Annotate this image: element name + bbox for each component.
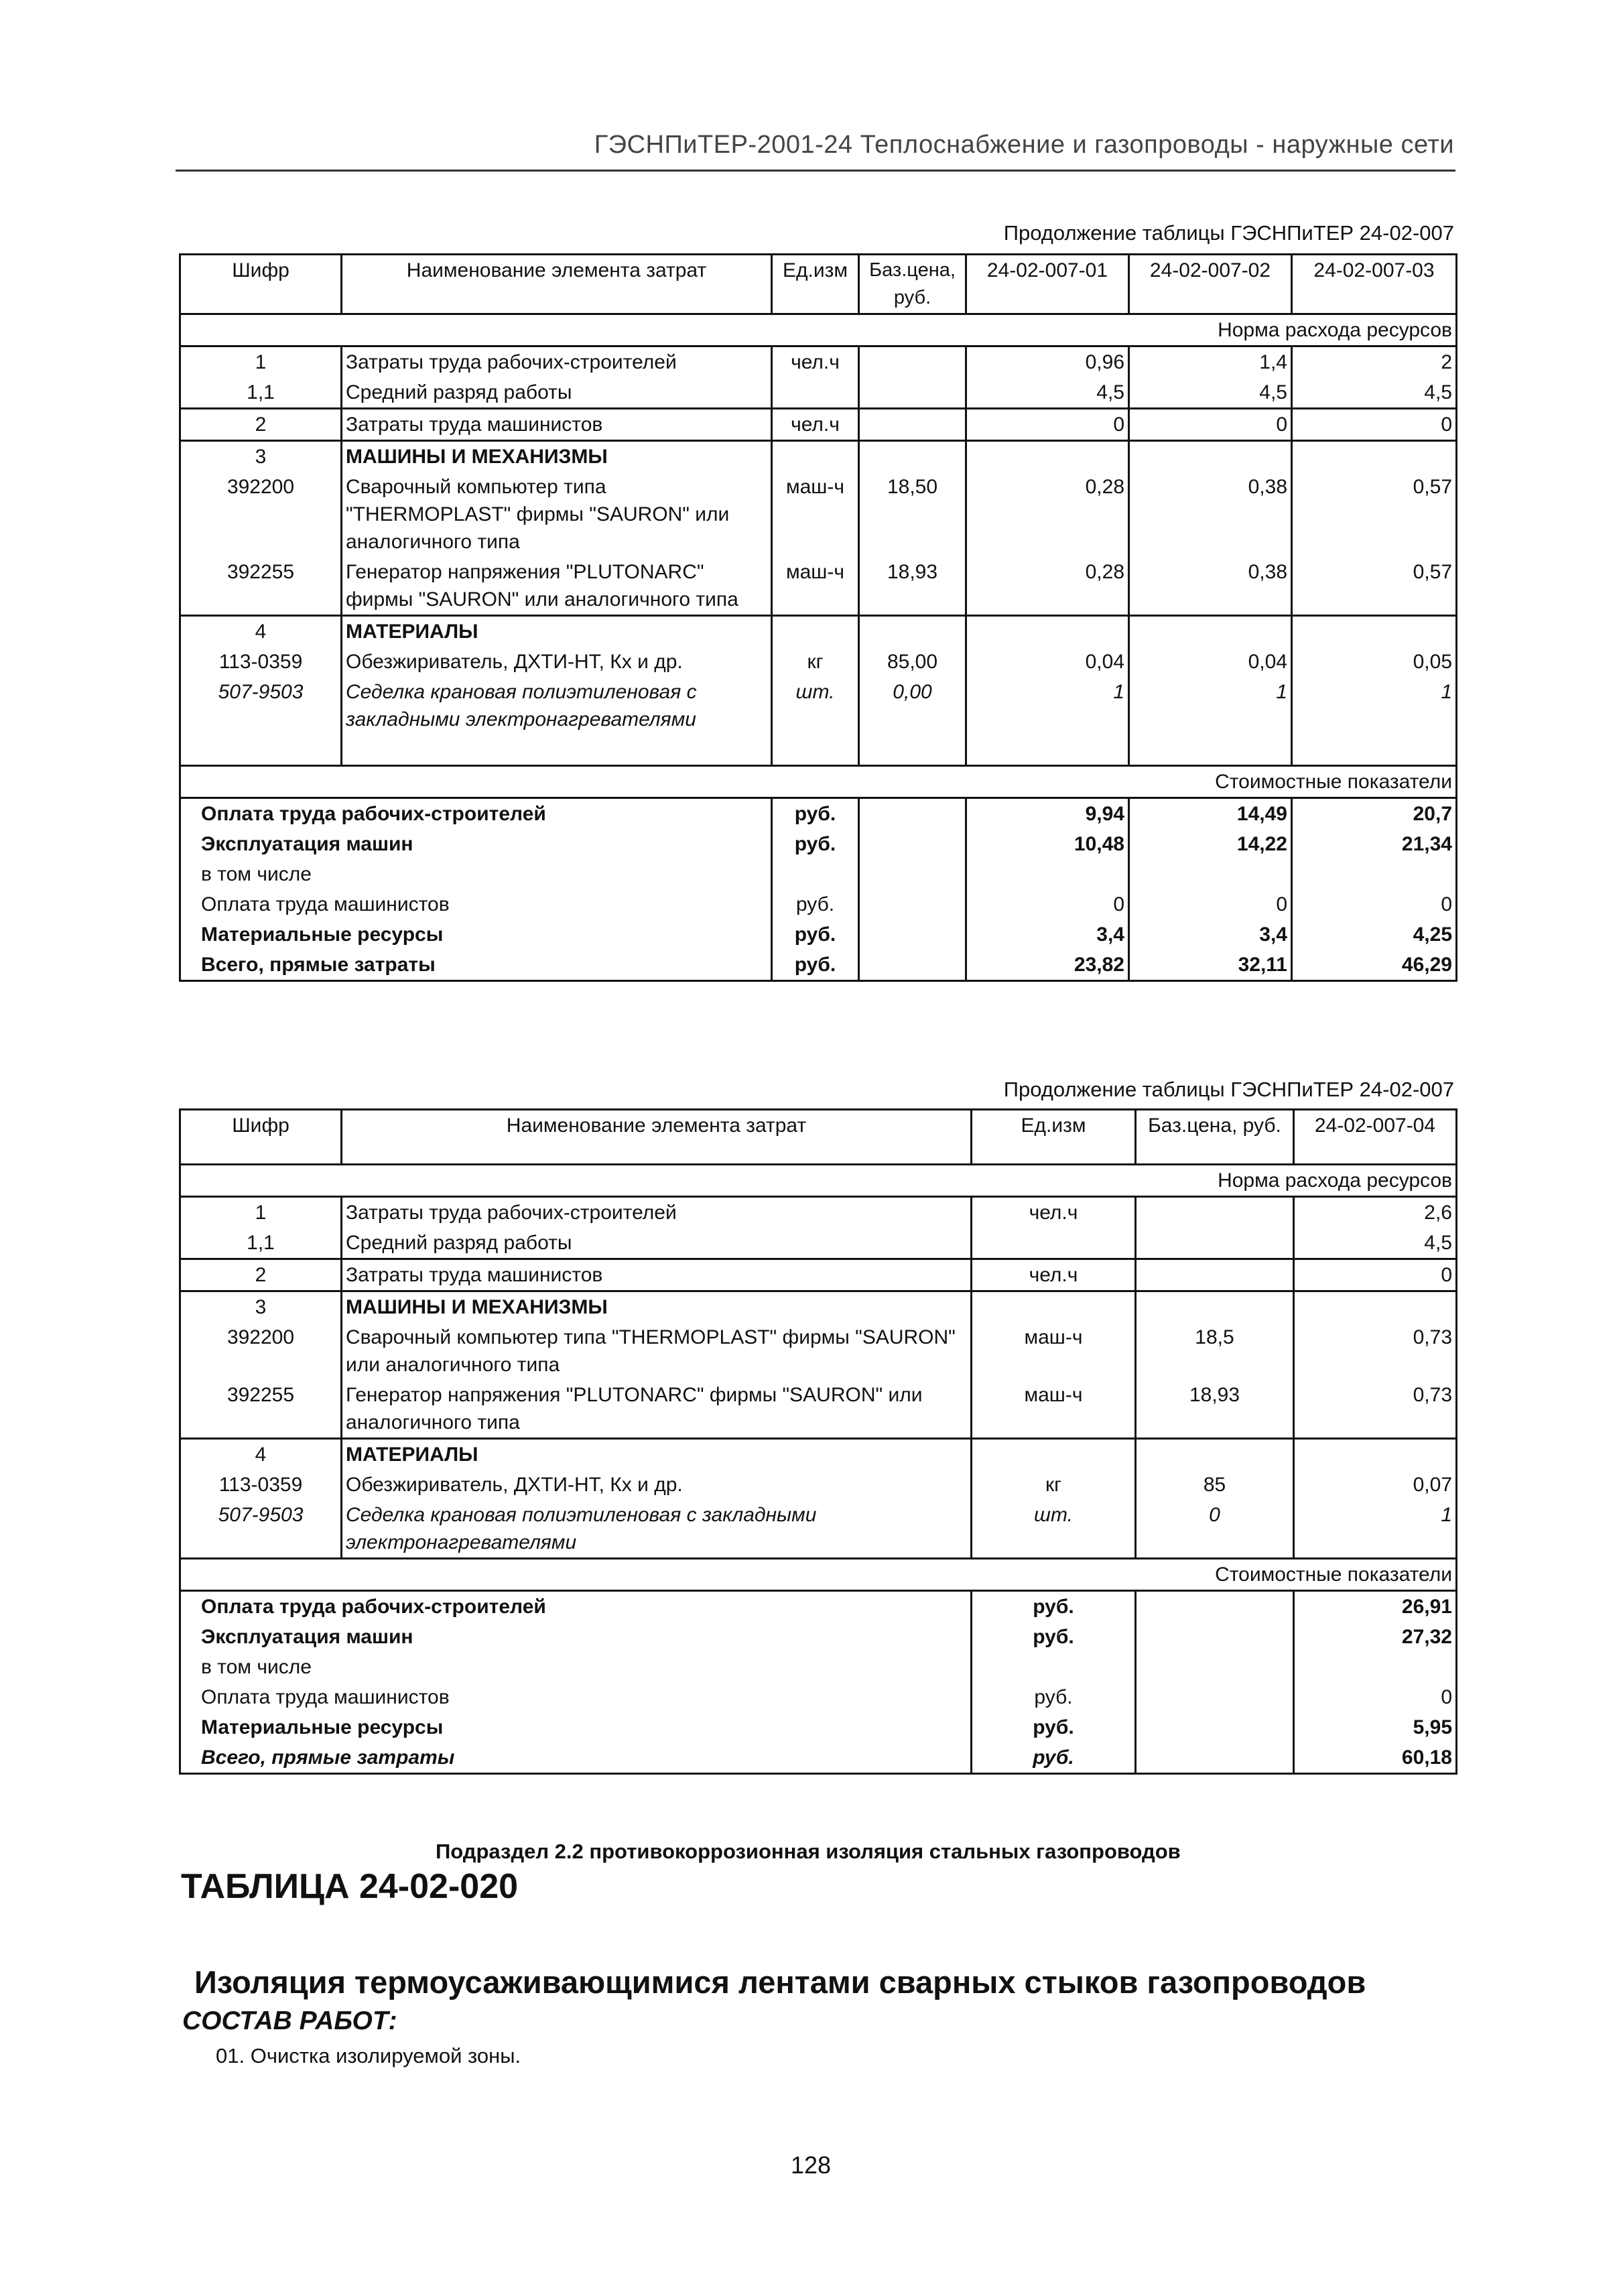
table-row bbox=[180, 1322, 1457, 1380]
price-cell bbox=[859, 859, 966, 889]
code-cell: 2 bbox=[180, 1259, 342, 1291]
value-cell: 2 bbox=[1292, 346, 1457, 378]
unit-cell: руб. bbox=[772, 889, 859, 919]
table1-caption: Продолжение таблицы ГЭСНПиТЕР 24-02-007 bbox=[1003, 221, 1454, 245]
value-cell: 14,49 bbox=[1129, 798, 1292, 829]
column-header: Баз.цена, руб. bbox=[859, 255, 966, 314]
unit-cell: руб. bbox=[972, 1712, 1136, 1742]
name-cell: Генератор напряжения "PLUTONARC" фирмы "SAURON" или аналогичного типа bbox=[342, 1380, 972, 1439]
table-row bbox=[180, 409, 1457, 441]
value-cell: 0 bbox=[1294, 1682, 1457, 1712]
value-cell: 0 bbox=[966, 889, 1129, 919]
name-cell: Средний разряд работы bbox=[342, 377, 772, 409]
cost-row bbox=[180, 859, 1457, 889]
unit-cell: кг bbox=[772, 647, 859, 677]
price-cell: 0,00 bbox=[859, 677, 966, 765]
cost-row bbox=[180, 1682, 1457, 1712]
cost-row bbox=[180, 950, 1457, 981]
value-cell: 46,29 bbox=[1292, 950, 1457, 981]
value-cell bbox=[966, 441, 1129, 472]
value-cell: 4,5 bbox=[1129, 377, 1292, 409]
price-cell bbox=[859, 829, 966, 859]
value-cell bbox=[966, 616, 1129, 647]
name-cell: Затраты труда машинистов bbox=[342, 1259, 972, 1291]
unit-cell: кг bbox=[972, 1470, 1136, 1500]
cost-row bbox=[180, 798, 1457, 829]
price-cell: 18,50 bbox=[859, 472, 966, 557]
table-row bbox=[180, 1259, 1457, 1291]
value-cell: 0 bbox=[1129, 409, 1292, 441]
code-cell: 392255 bbox=[180, 557, 342, 616]
name-cell: Затраты труда рабочих-строителей bbox=[342, 1197, 972, 1228]
value-cell: 0,96 bbox=[966, 346, 1129, 378]
norm-band-label: Норма расхода ресурсов bbox=[180, 1165, 1457, 1197]
cost-label: Эксплуатация машин bbox=[180, 1622, 972, 1652]
cost-band-label: Стоимостные показатели bbox=[180, 1559, 1457, 1591]
unit-cell: руб. bbox=[972, 1742, 1136, 1774]
price-cell: 18,93 bbox=[859, 557, 966, 616]
cost-label: Эксплуатация машин bbox=[180, 829, 772, 859]
price-cell: 18,5 bbox=[1136, 1322, 1294, 1380]
cost-row bbox=[180, 889, 1457, 919]
unit-cell: шт. bbox=[772, 677, 859, 765]
value-cell: 0,38 bbox=[1129, 472, 1292, 557]
unit-cell: чел.ч bbox=[972, 1259, 1136, 1291]
code-cell: 1 bbox=[180, 346, 342, 378]
code-cell: 113-0359 bbox=[180, 1470, 342, 1500]
unit-cell: руб. bbox=[972, 1622, 1136, 1652]
name-cell: Обезжириватель, ДХТИ-НТ, Кх и др. bbox=[342, 1470, 972, 1500]
price-cell bbox=[859, 441, 966, 472]
cost-band-label: Стоимостные показатели bbox=[180, 765, 1457, 798]
code-cell: 507-9503 bbox=[180, 677, 342, 765]
name-cell: МАТЕРИАЛЫ bbox=[342, 1439, 972, 1470]
table-row bbox=[180, 1380, 1457, 1439]
value-cell: 21,34 bbox=[1292, 829, 1457, 859]
value-cell: 0,28 bbox=[966, 557, 1129, 616]
price-cell: 85,00 bbox=[859, 647, 966, 677]
price-cell bbox=[859, 919, 966, 950]
name-cell: Сварочный компьютер типа "THERMOPLAST" фирмы "SAURON" или аналогичного типа bbox=[342, 1322, 972, 1380]
cost-label: Всего, прямые затраты bbox=[180, 950, 772, 981]
name-cell: Затраты труда машинистов bbox=[342, 409, 772, 441]
value-cell: 2,6 bbox=[1294, 1197, 1457, 1228]
price-cell bbox=[859, 377, 966, 409]
unit-cell bbox=[772, 859, 859, 889]
value-cell: 4,5 bbox=[1294, 1228, 1457, 1259]
value-cell bbox=[1292, 859, 1457, 889]
value-cell bbox=[1292, 441, 1457, 472]
price-cell bbox=[859, 346, 966, 378]
value-cell: 0,04 bbox=[966, 647, 1129, 677]
price-cell bbox=[1136, 1712, 1294, 1742]
table-row bbox=[180, 472, 1457, 557]
value-cell: 0,57 bbox=[1292, 472, 1457, 557]
value-cell: 32,11 bbox=[1129, 950, 1292, 981]
code-cell: 3 bbox=[180, 441, 342, 472]
table-title: ТАБЛИЦА 24-02-020 bbox=[181, 1867, 519, 1906]
value-cell: 1 bbox=[966, 677, 1129, 765]
value-cell: 0,73 bbox=[1294, 1380, 1457, 1439]
price-cell bbox=[1136, 1228, 1294, 1259]
cost-row bbox=[180, 829, 1457, 859]
cost-label: Оплата труда рабочих-строителей bbox=[180, 798, 772, 829]
unit-cell: маш-ч bbox=[772, 472, 859, 557]
table-row bbox=[180, 1500, 1457, 1559]
value-cell: 20,7 bbox=[1292, 798, 1457, 829]
value-cell: 0 bbox=[1292, 889, 1457, 919]
table1-header-row bbox=[180, 255, 1457, 314]
value-cell: 1 bbox=[1129, 677, 1292, 765]
unit-cell bbox=[772, 616, 859, 647]
table-row bbox=[180, 1291, 1457, 1323]
unit-cell bbox=[972, 1439, 1136, 1470]
value-cell: 1 bbox=[1294, 1500, 1457, 1559]
table-row bbox=[180, 377, 1457, 409]
unit-cell bbox=[972, 1291, 1136, 1323]
cost-label: Всего, прямые затраты bbox=[180, 1742, 972, 1774]
column-header: Баз.цена, руб. bbox=[1136, 1110, 1294, 1165]
code-cell: 1,1 bbox=[180, 377, 342, 409]
value-cell: 0,05 bbox=[1292, 647, 1457, 677]
name-cell: Генератор напряжения "PLUTONARC" фирмы "SAURON" или аналогичного типа bbox=[342, 557, 772, 616]
value-cell: 1 bbox=[1292, 677, 1457, 765]
value-cell bbox=[1129, 616, 1292, 647]
price-cell bbox=[1136, 1197, 1294, 1228]
value-cell: 27,32 bbox=[1294, 1622, 1457, 1652]
table-row bbox=[180, 346, 1457, 378]
value-cell: 0,38 bbox=[1129, 557, 1292, 616]
price-cell: 18,93 bbox=[1136, 1380, 1294, 1439]
value-cell: 0,07 bbox=[1294, 1470, 1457, 1500]
value-cell: 0 bbox=[966, 409, 1129, 441]
norm-band-label: Норма расхода ресурсов bbox=[180, 314, 1457, 346]
price-cell bbox=[1136, 1682, 1294, 1712]
page-number: 128 bbox=[790, 2151, 832, 2179]
price-cell bbox=[859, 889, 966, 919]
table2-header-row bbox=[180, 1110, 1457, 1165]
value-cell bbox=[1129, 859, 1292, 889]
name-cell: Затраты труда рабочих-строителей bbox=[342, 346, 772, 378]
value-cell bbox=[1129, 441, 1292, 472]
work-item: 01. Очистка изолируемой зоны. bbox=[216, 2044, 521, 2067]
cost-label: Оплата труда машинистов bbox=[180, 889, 772, 919]
cost-row bbox=[180, 1622, 1457, 1652]
unit-cell: чел.ч bbox=[972, 1197, 1136, 1228]
value-cell: 4,5 bbox=[1292, 377, 1457, 409]
unit-cell: маш-ч bbox=[972, 1322, 1136, 1380]
value-cell bbox=[1294, 1652, 1457, 1682]
cost-band-row bbox=[180, 1559, 1457, 1591]
value-cell: 0,28 bbox=[966, 472, 1129, 557]
price-cell bbox=[1136, 1591, 1294, 1622]
subsection-title: Подраздел 2.2 противокоррозионная изоляция стальных газопроводов bbox=[436, 1840, 1181, 1863]
work-composition-title: СОСТАВ РАБОТ: bbox=[182, 2006, 397, 2035]
code-cell: 1,1 bbox=[180, 1228, 342, 1259]
table-row bbox=[180, 616, 1457, 647]
norm-band-row bbox=[180, 1165, 1457, 1197]
unit-cell bbox=[972, 1652, 1136, 1682]
name-cell: МАТЕРИАЛЫ bbox=[342, 616, 772, 647]
unit-cell: руб. bbox=[772, 950, 859, 981]
column-header: Ед.изм bbox=[772, 255, 859, 314]
code-cell: 4 bbox=[180, 616, 342, 647]
value-cell: 0 bbox=[1294, 1259, 1457, 1291]
name-cell: Средний разряд работы bbox=[342, 1228, 972, 1259]
code-cell: 392255 bbox=[180, 1380, 342, 1439]
code-cell: 1 bbox=[180, 1197, 342, 1228]
value-cell: 0,57 bbox=[1292, 557, 1457, 616]
table-row bbox=[180, 677, 1457, 765]
column-header: Наименование элемента затрат bbox=[342, 255, 772, 314]
value-cell bbox=[1292, 616, 1457, 647]
price-cell: 85 bbox=[1136, 1470, 1294, 1500]
column-header: Наименование элемента затрат bbox=[342, 1110, 972, 1165]
price-cell bbox=[859, 616, 966, 647]
name-cell: МАШИНЫ И МЕХАНИЗМЫ bbox=[342, 441, 772, 472]
column-header: Шифр bbox=[180, 1110, 342, 1165]
price-cell bbox=[1136, 1652, 1294, 1682]
cost-label: Оплата труда рабочих-строителей bbox=[180, 1591, 972, 1622]
cost-label: Материальные ресурсы bbox=[180, 919, 772, 950]
cost-band-row bbox=[180, 765, 1457, 798]
value-cell: 3,4 bbox=[1129, 919, 1292, 950]
code-cell: 507-9503 bbox=[180, 1500, 342, 1559]
table-row bbox=[180, 647, 1457, 677]
table-row bbox=[180, 1228, 1457, 1259]
price-cell bbox=[1136, 1742, 1294, 1774]
value-cell: 10,48 bbox=[966, 829, 1129, 859]
unit-cell: чел.ч bbox=[772, 409, 859, 441]
unit-cell: руб. bbox=[972, 1682, 1136, 1712]
table-row bbox=[180, 1439, 1457, 1470]
value-cell: 26,91 bbox=[1294, 1591, 1457, 1622]
column-header: Шифр bbox=[180, 255, 342, 314]
column-header: 24-02-007-01 bbox=[966, 255, 1129, 314]
cost-row bbox=[180, 1591, 1457, 1622]
value-cell: 4,5 bbox=[966, 377, 1129, 409]
section-title: Изоляция термоусаживающимися лентами сварных стыков газопроводов bbox=[194, 1964, 1366, 2000]
unit-cell: руб. bbox=[772, 798, 859, 829]
cost-row bbox=[180, 919, 1457, 950]
price-cell bbox=[1136, 1259, 1294, 1291]
name-cell: МАШИНЫ И МЕХАНИЗМЫ bbox=[342, 1291, 972, 1323]
table-row bbox=[180, 557, 1457, 616]
value-cell: 23,82 bbox=[966, 950, 1129, 981]
column-header: 24-02-007-03 bbox=[1292, 255, 1457, 314]
header-rule bbox=[176, 170, 1455, 172]
unit-cell bbox=[772, 441, 859, 472]
value-cell: 3,4 bbox=[966, 919, 1129, 950]
code-cell: 4 bbox=[180, 1439, 342, 1470]
cost-label: Оплата труда машинистов bbox=[180, 1682, 972, 1712]
norm-band-row bbox=[180, 314, 1457, 346]
running-header: ГЭСНПиТЕР-2001-24 Теплоснабжение и газопроводы - наружные сети bbox=[594, 131, 1454, 159]
name-cell: Сварочный компьютер типа "THERMOPLAST" фирмы "SAURON" или аналогичного типа bbox=[342, 472, 772, 557]
unit-cell: руб. bbox=[772, 829, 859, 859]
value-cell: 0,04 bbox=[1129, 647, 1292, 677]
table-row bbox=[180, 1197, 1457, 1228]
column-header: 24-02-007-04 bbox=[1294, 1110, 1457, 1165]
code-cell: 392200 bbox=[180, 472, 342, 557]
cost-row bbox=[180, 1712, 1457, 1742]
price-cell bbox=[859, 950, 966, 981]
table-row bbox=[180, 441, 1457, 472]
value-cell: 1,4 bbox=[1129, 346, 1292, 378]
name-cell: Седелка крановая полиэтиленовая с закладными электронагревателями bbox=[342, 677, 772, 765]
table-row bbox=[180, 1470, 1457, 1500]
table1 bbox=[179, 253, 1457, 982]
value-cell: 14,22 bbox=[1129, 829, 1292, 859]
code-cell: 2 bbox=[180, 409, 342, 441]
value-cell: 0 bbox=[1129, 889, 1292, 919]
code-cell: 392200 bbox=[180, 1322, 342, 1380]
unit-cell: чел.ч bbox=[772, 346, 859, 378]
name-cell: Обезжириватель, ДХТИ-НТ, Кх и др. bbox=[342, 647, 772, 677]
price-cell bbox=[859, 798, 966, 829]
value-cell: 4,25 bbox=[1292, 919, 1457, 950]
price-cell bbox=[1136, 1439, 1294, 1470]
unit-cell: руб. bbox=[772, 919, 859, 950]
code-cell: 3 bbox=[180, 1291, 342, 1323]
cost-row bbox=[180, 1742, 1457, 1774]
value-cell bbox=[966, 859, 1129, 889]
unit-cell: шт. bbox=[972, 1500, 1136, 1559]
cost-row bbox=[180, 1652, 1457, 1682]
value-cell: 0 bbox=[1292, 409, 1457, 441]
price-cell bbox=[859, 409, 966, 441]
cost-label: в том числе bbox=[180, 859, 772, 889]
cost-label: Материальные ресурсы bbox=[180, 1712, 972, 1742]
unit-cell bbox=[972, 1228, 1136, 1259]
table2 bbox=[179, 1108, 1457, 1775]
cost-label: в том числе bbox=[180, 1652, 972, 1682]
column-header: Ед.изм bbox=[972, 1110, 1136, 1165]
value-cell: 60,18 bbox=[1294, 1742, 1457, 1774]
value-cell: 0,73 bbox=[1294, 1322, 1457, 1380]
unit-cell: маш-ч bbox=[772, 557, 859, 616]
column-header: 24-02-007-02 bbox=[1129, 255, 1292, 314]
unit-cell bbox=[772, 377, 859, 409]
table2-caption: Продолжение таблицы ГЭСНПиТЕР 24-02-007 bbox=[1003, 1078, 1454, 1101]
value-cell: 5,95 bbox=[1294, 1712, 1457, 1742]
value-cell bbox=[1294, 1291, 1457, 1323]
unit-cell: маш-ч bbox=[972, 1380, 1136, 1439]
value-cell bbox=[1294, 1439, 1457, 1470]
value-cell: 9,94 bbox=[966, 798, 1129, 829]
price-cell bbox=[1136, 1622, 1294, 1652]
price-cell: 0 bbox=[1136, 1500, 1294, 1559]
name-cell: Седелка крановая полиэтиленовая с закладными электронагревателями bbox=[342, 1500, 972, 1559]
price-cell bbox=[1136, 1291, 1294, 1323]
unit-cell: руб. bbox=[972, 1591, 1136, 1622]
code-cell: 113-0359 bbox=[180, 647, 342, 677]
